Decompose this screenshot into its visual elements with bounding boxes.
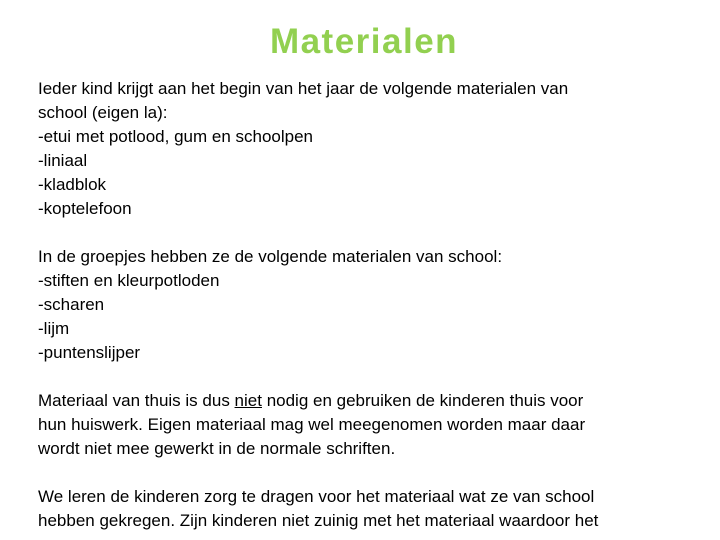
- text-line: [38, 389, 698, 413]
- text-line: hebben gekregen. Zijn kinderen niet zuinig met het materiaal waardoor het: [38, 511, 599, 530]
- list-item: -lijm: [38, 319, 70, 338]
- text-line: Ieder kind krijgt aan het begin van het jaar de volgende materialen van: [38, 79, 569, 98]
- list-item: -stiften en kleurpotloden: [38, 271, 220, 290]
- paragraph-materiaal-thuis: [38, 389, 698, 461]
- list-item: -koptelefoon: [38, 199, 132, 218]
- body-text: [38, 77, 698, 540]
- paragraph-groepjes-materialen: [38, 245, 698, 365]
- paragraph-zorg-dragen: [38, 485, 698, 533]
- text-fragment: nodig en gebruiken de kinderen thuis voor: [261, 391, 584, 410]
- underlined-word: niet: [234, 391, 262, 410]
- text-fragment: Materiaal van thuis is dus: [38, 391, 235, 410]
- list-item: -kladblok: [38, 175, 107, 194]
- page-title: Materialen: [269, 22, 459, 61]
- text-line: We leren de kinderen zorg te dragen voor het materiaal wat ze van school: [38, 487, 595, 506]
- paragraph-eigen-materialen: [38, 77, 698, 221]
- list-item: -liniaal: [38, 151, 88, 170]
- text-line: school (eigen la):: [38, 103, 168, 122]
- list-item: -etui met potlood, gum en schoolpen: [38, 127, 314, 146]
- list-item: -puntenslijper: [38, 343, 141, 362]
- text-line: hun huiswerk. Eigen materiaal mag wel meegenomen worden maar daar: [38, 415, 586, 434]
- text-line: In de groepjes hebben ze de volgende materialen van school:: [38, 247, 503, 266]
- list-item: -scharen: [38, 295, 105, 314]
- text-line: wordt niet mee gewerkt in de normale schriften.: [38, 439, 396, 458]
